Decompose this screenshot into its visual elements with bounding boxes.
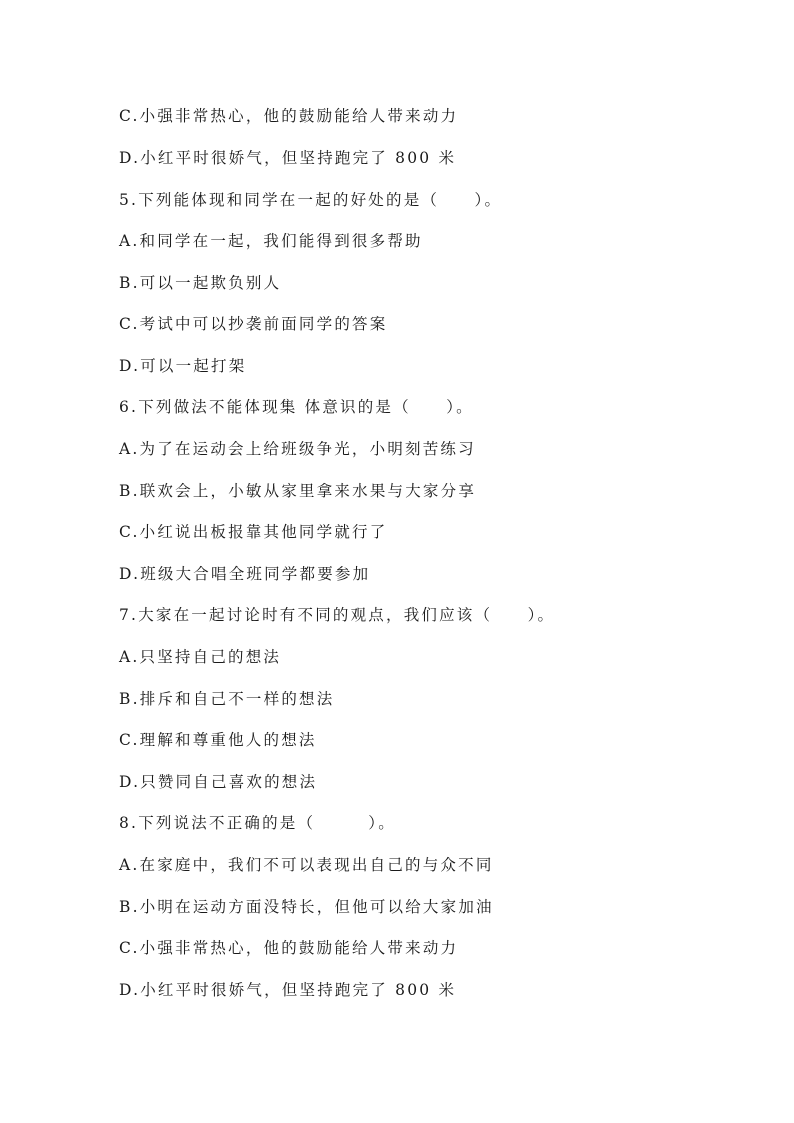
question-7: 7.大家在一起讨论时有不同的观点，我们应该（ ）。 xyxy=(119,606,556,624)
question-6: 6.下列做法不能体现集 体意识的是（ ）。 xyxy=(119,398,474,416)
option-a-q6: A.为了在运动会上给班级争光，小明刻苦练习 xyxy=(119,440,476,458)
option-c-q7: C.理解和尊重他人的想法 xyxy=(119,731,317,749)
option-b-q7: B.排斥和自己不一样的想法 xyxy=(119,690,335,708)
option-c-q8: C.小强非常热心，他的鼓励能给人带来动力 xyxy=(119,939,459,957)
option-b-q6: B.联欢会上，小敏从家里拿来水果与大家分享 xyxy=(119,482,477,500)
option-b-q5: B.可以一起欺负别人 xyxy=(119,274,282,292)
option-a-q7: A.只坚持自己的想法 xyxy=(119,648,282,666)
option-b-q8: B.小明在运动方面没特长，但他可以给大家加油 xyxy=(119,898,494,916)
option-c-q5: C.考试中可以抄袭前面同学的答案 xyxy=(119,315,388,333)
option-d-q4: D.小红平时很娇气，但坚持跑完了 800 米 xyxy=(119,149,457,167)
question-5: 5.下列能体现和同学在一起的好处的是（ ）。 xyxy=(119,191,503,209)
option-d-q5: D.可以一起打架 xyxy=(119,357,247,375)
option-d-q7: D.只赞同自己喜欢的想法 xyxy=(119,773,318,791)
option-c-q4: C.小强非常热心，他的鼓励能给人带来动力 xyxy=(119,107,459,125)
option-c-q6: C.小红说出板报靠其他同学就行了 xyxy=(119,523,388,541)
question-8: 8.下列说法不正确的是（ ）。 xyxy=(119,814,396,832)
option-a-q8: A.在家庭中，我们不可以表现出自己的与众不同 xyxy=(119,856,494,874)
option-d-q6: D.班级大合唱全班同学都要参加 xyxy=(119,565,371,583)
option-a-q5: A.和同学在一起，我们能得到很多帮助 xyxy=(119,232,423,250)
option-d-q8: D.小红平时很娇气，但坚持跑完了 800 米 xyxy=(119,981,457,999)
